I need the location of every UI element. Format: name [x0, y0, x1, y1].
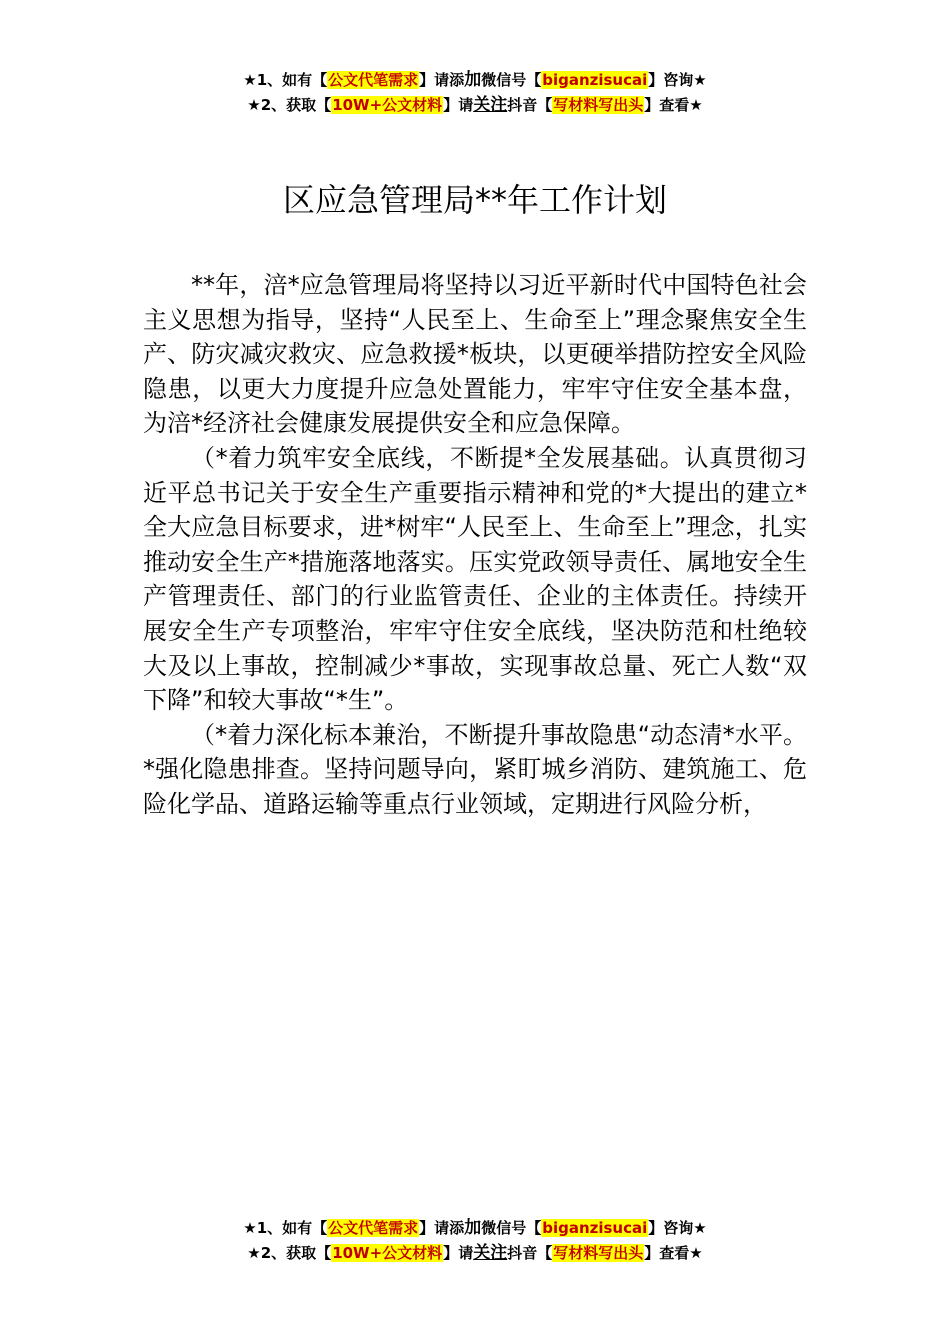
promo-highlight-wechat-id: biganzisucai	[542, 1219, 648, 1237]
promo-underlined-follow: 关注	[473, 95, 508, 115]
star-icon: ★	[247, 1244, 261, 1262]
star-icon: ★	[693, 1219, 707, 1237]
bottom-promo-banner	[0, 1216, 950, 1266]
promo-text: 】查看	[644, 1244, 690, 1262]
promo-underlined-follow: 关注	[473, 1243, 508, 1263]
promo-highlight-service: 公文代笔需求	[328, 1219, 419, 1237]
promo-text: 抖音【	[507, 1244, 553, 1262]
promo-text: 】请添	[419, 1219, 465, 1237]
star-icon: ★	[689, 96, 703, 114]
promo-line-2	[0, 1241, 950, 1266]
promo-emphasis: 加	[464, 70, 482, 90]
promo-text: 】请	[443, 1244, 474, 1262]
document-body	[143, 268, 807, 822]
star-icon: ★	[243, 71, 257, 89]
promo-text: 】请添	[419, 71, 465, 89]
star-icon: ★	[689, 1244, 703, 1262]
promo-highlight-service: 公文代笔需求	[328, 71, 419, 89]
promo-highlight-douyin-account: 写材料写出头	[553, 1244, 644, 1262]
promo-highlight-wechat-id: biganzisucai	[542, 71, 648, 89]
promo-text: 微信号【	[481, 71, 542, 89]
promo-text: 】咨询	[648, 1219, 694, 1237]
promo-line-2	[0, 93, 950, 118]
promo-text: 2、获取【	[260, 96, 332, 114]
promo-highlight-materials: 10W+公文材料	[332, 1244, 443, 1262]
promo-emphasis: 加	[464, 1218, 482, 1238]
promo-text: 1、如有【	[256, 1219, 328, 1237]
promo-text: 抖音【	[507, 96, 553, 114]
paragraph-intro: **年，涪*应急管理局将坚持以习近平新时代中国特色社会主义思想为指导，坚持“人民至上、生命至上”理念聚焦安全生产、防灾减灾救灾、应急救援*板块，以更硬举措防控安全风险隐患，以更大力度提升应急处置能力，牢牢守住安全基本盘，为涪*经济社会健康发展提供安全和应急保障。	[143, 271, 807, 438]
promo-text: 微信号【	[481, 1219, 542, 1237]
promo-text: 】咨询	[648, 71, 694, 89]
star-icon: ★	[243, 1219, 257, 1237]
promo-highlight-douyin-account: 写材料写出头	[553, 96, 644, 114]
paragraph-safety-baseline: （*着力筑牢安全底线，不断提*全发展基础。认真贯彻习近平总书记关于安全生产重要指示精神和党的*大提出的建立*全大应急目标要求，进*树牢“人民至上、生命至上”理念，扎实推动安全生产*措施落地落实。压实党政领导责任、属地安全生产管理责任、部门的行业监管责任、企业的主体责任。持续开展安全生产专项整治，牢牢守住安全底线，坚决防范和杜绝较大及以上事故，控制减少*事故，实现事故总量、死亡人数“双下降”和较大事故“*生”。	[143, 443, 807, 715]
promo-line-1	[0, 68, 950, 93]
document-title: 区应急管理局**年工作计划	[282, 181, 667, 219]
paragraph-hazard-governance: （*着力深化标本兼治，不断提升事故隐患“动态清*水平。*强化隐患排查。坚持问题导向，紧盯城乡消防、建筑施工、危险化学品、道路运输等重点行业领域，定期进行风险分析，	[143, 720, 807, 818]
promo-text: 1、如有【	[256, 71, 328, 89]
promo-text: 】请	[443, 96, 474, 114]
promo-line-1	[0, 1216, 950, 1241]
star-icon: ★	[693, 71, 707, 89]
top-promo-banner	[0, 68, 950, 118]
promo-highlight-materials: 10W+公文材料	[332, 96, 443, 114]
promo-text: 】查看	[644, 96, 690, 114]
star-icon: ★	[247, 96, 261, 114]
promo-text: 2、获取【	[260, 1244, 332, 1262]
